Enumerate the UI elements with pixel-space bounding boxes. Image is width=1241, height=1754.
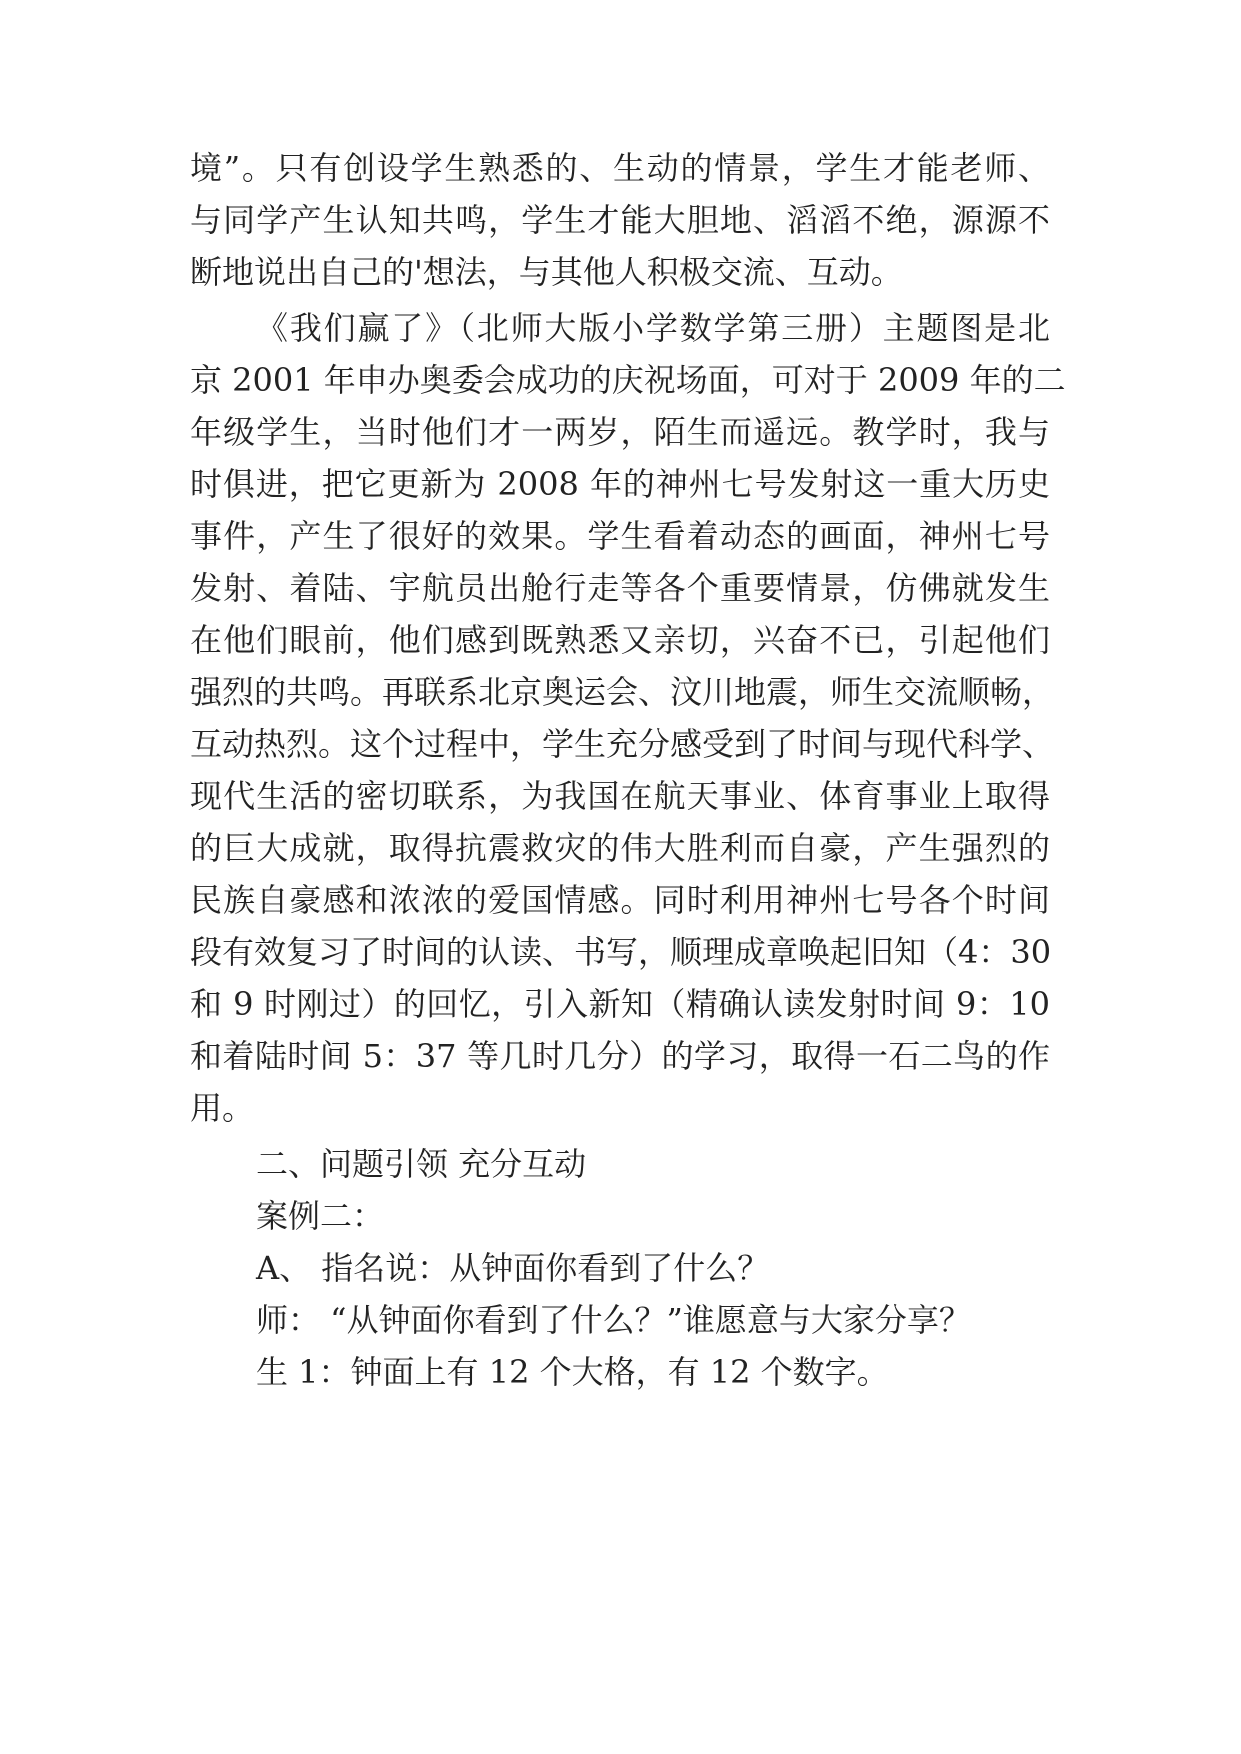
section-heading: 二、问题引领 充分互动 <box>256 1145 587 1183</box>
paragraph-line: 时俱进，把它更新为 2008 年的神州七号发射这一重大历史 <box>190 465 1050 503</box>
paragraph-line: 断地说出自己的'想法，与其他人积极交流、互动。 <box>190 253 903 291</box>
paragraph-line: 事件，产生了很好的效果。学生看着动态的画面，神州七号 <box>190 517 1050 555</box>
paragraph-line: 《我们赢了》（北师大版小学数学第三册）主题图是北 <box>256 309 1050 347</box>
paragraph-line: 互动热烈。这个过程中，学生充分感受到了时间与现代科学、 <box>190 725 1055 763</box>
student-line: 生 1：钟面上有 12 个大格，有 12 个数字。 <box>256 1353 889 1391</box>
paragraph-line: 段有效复习了时间的认读、书写，顺理成章唤起旧知（4：30 <box>190 933 1052 971</box>
paragraph-line: 京 2001 年申办奥委会成功的庆祝场面，可对于 2009 年的二 <box>190 361 1066 399</box>
teacher-line: 师： “从钟面你看到了什么？”谁愿意与大家分享？ <box>256 1301 971 1339</box>
paragraph-line: 民族自豪感和浓浓的爱国情感。同时利用神州七号各个时间 <box>190 881 1050 919</box>
paragraph-line: 现代生活的密切联系，为我国在航天事业、体育事业上取得 <box>190 777 1050 815</box>
paragraph-line: 的巨大成就，取得抗震救灾的伟大胜利而自豪，产生强烈的 <box>190 829 1050 867</box>
paragraph-line: 强烈的共鸣。再联系北京奥运会、汶川地震，师生交流顺畅， <box>190 673 1055 711</box>
paragraph-line: 境”。只有创设学生熟悉的、生动的情景，学生才能老师、 <box>190 149 1050 187</box>
paragraph-line: 和 9 时刚过）的回忆，引入新知（精确认读发射时间 9：10 <box>190 985 1050 1023</box>
paragraph-line: 与同学产生认知共鸣，学生才能大胆地、滔滔不绝，源源不 <box>190 201 1050 239</box>
case-label: 案例二： <box>256 1197 385 1235</box>
paragraph-line: 在他们眼前，他们感到既熟悉又亲切，兴奋不已，引起他们 <box>190 621 1050 659</box>
question-line: A、 指名说：从钟面你看到了什么？ <box>256 1249 770 1287</box>
paragraph-line: 年级学生，当时他们才一两岁，陌生而遥远。教学时，我与 <box>190 413 1050 451</box>
paragraph-line: 和着陆时间 5：37 等几时几分）的学习，取得一石二鸟的作 <box>190 1037 1050 1075</box>
paragraph-line: 用。 <box>190 1089 255 1127</box>
paragraph-line: 发射、着陆、宇航员出舱行走等各个重要情景，仿佛就发生 <box>190 569 1050 607</box>
